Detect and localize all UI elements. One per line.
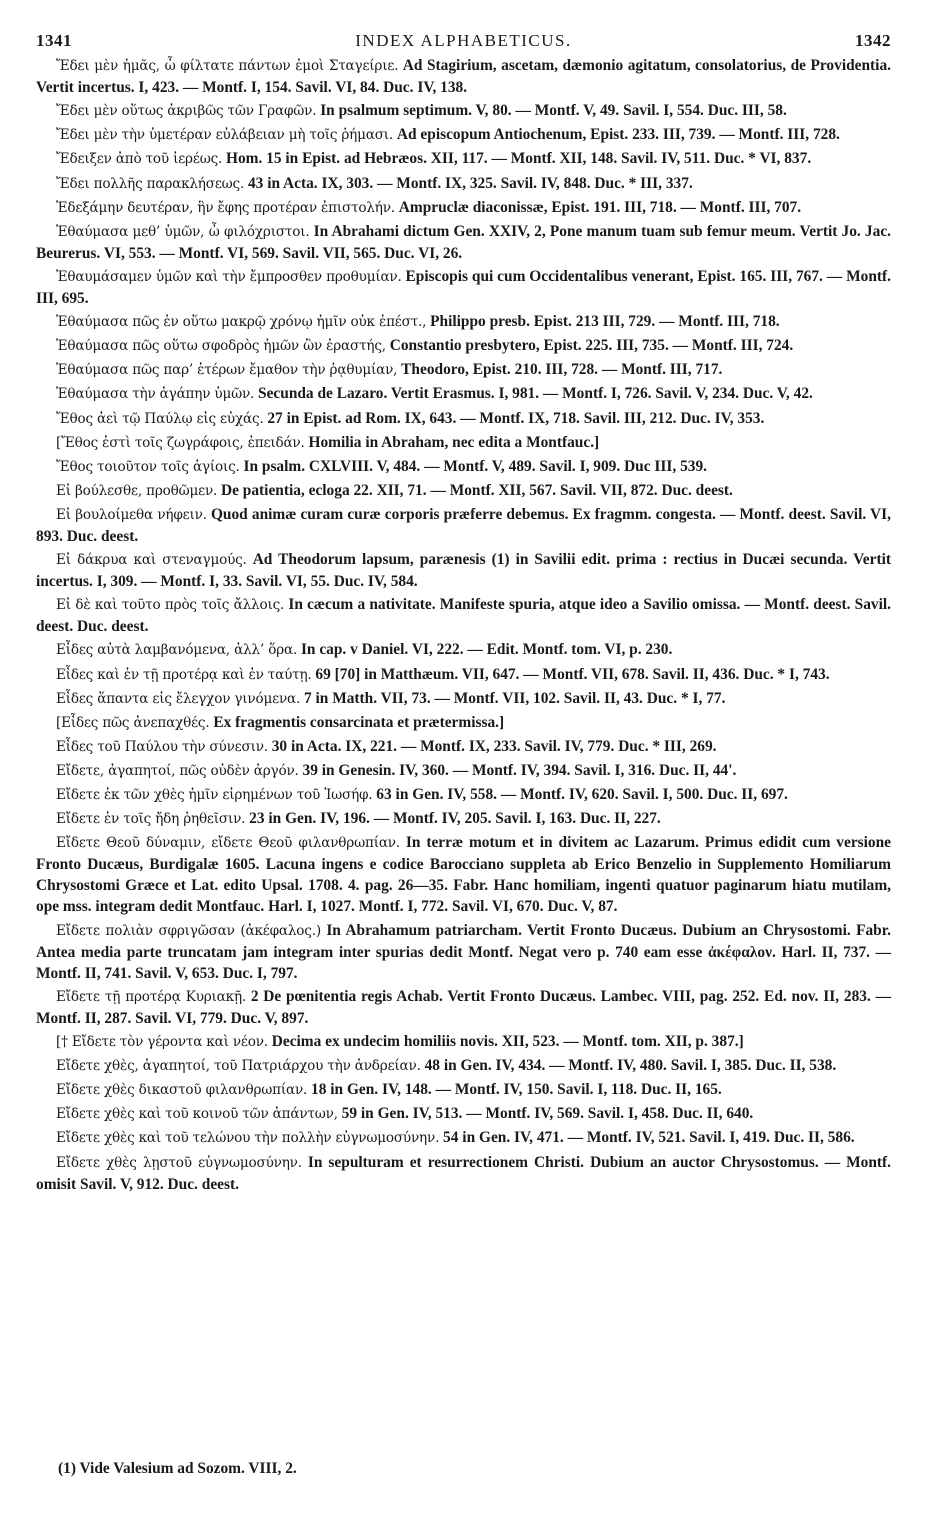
entry-incipit: Ἐδεξάμην δευτέραν, ἣν ἔφης προτέραν ἐπιστολήν. — [56, 199, 395, 216]
entry-incipit: Εἰ βούλεσθε, προθῶμεν. — [56, 482, 218, 499]
index-entry — [36, 197, 891, 219]
index-entry — [36, 504, 891, 547]
entry-incipit: Εἴδετε τῇ προτέρᾳ Κυριακῇ. — [56, 988, 247, 1005]
index-entry — [36, 639, 891, 661]
index-entry — [36, 986, 891, 1029]
index-entry — [36, 1079, 891, 1101]
entry-description: 43 in Acta. IX, 303. — Montf. IX, 325. Savil. IV, 848. Duc. * III, 337. — [244, 174, 693, 192]
entry-incipit: [Εἶδες πῶς ἀνεπαχθές. — [56, 714, 210, 731]
entry-description: Philippo presb. Epist. 213 III, 729. — Montf. III, 718. — [426, 313, 780, 331]
index-entry — [36, 266, 891, 309]
index-entry — [36, 221, 891, 264]
entry-description: 48 in Gen. IV, 434. — Montf. IV, 480. Savil. I, 385. Duc. II, 538. — [420, 1057, 837, 1075]
index-entries — [36, 55, 891, 1195]
entry-incipit: Ἐθαυμάσαμεν ὑμῶν καὶ τὴν ἔμπροσθεν προθυμίαν. — [56, 268, 402, 285]
entry-description: Homilia in Abraham, nec edita a Montfauc.] — [304, 433, 600, 451]
index-entry — [36, 335, 891, 357]
entry-description: In cæcum a nativitate. Manifeste spuria, atque ideo a Savilio omissa. — Montf. deest. Savil. deest. Duc. deest. — [36, 596, 891, 636]
entry-incipit: Εἴδετε χθὲς καὶ τοῦ κοινοῦ τῶν ἁπάντων, — [56, 1106, 338, 1123]
entry-description: 39 in Genesin. IV, 360. — Montf. IV, 394. Savil. I, 316. Duc. II, 44'. — [298, 761, 737, 779]
entry-description: In psalm. CXLVIII. V, 484. — Montf. V, 489. Savil. I, 909. Duc III, 539. — [239, 457, 708, 475]
index-entry — [36, 311, 891, 333]
index-entry — [36, 1127, 891, 1149]
entry-description: Episcopis qui cum Occidentalibus venerant, Epist. 165. III, 767. — Montf. III, 695. — [36, 267, 891, 308]
entry-description: In psalmum septimum. V, 80. — Montf. V, 49. Savil. I, 554. Duc. III, 58. — [316, 102, 787, 120]
entry-incipit: Ἐθαύμασα μεθ’ ὑμῶν, ὦ φιλόχριστοι. — [56, 223, 310, 240]
entry-incipit: Ἐθαύμασα πῶς παρ’ ἑτέρων ἔμαθον τὴν ῥᾳθυμίαν, — [56, 362, 398, 379]
entry-description: In Abrahami dictum Gen. XXIV, 2, Pone manum tuam sub femur meum. Vertit Jo. Jac. Beurerus. VI, 553. — Montf. VI, 569. Savil. VII, 565. Duc. VI, 26. — [36, 222, 891, 262]
entry-description: Quod animæ curam curæ corporis præferre debemus. Ex fragmm. congesta. — Montf. deest. Savil. VI, 893. Duc. deest. — [36, 505, 892, 545]
entry-incipit: Ἔδει μὲν οὕτως ἀκριβῶς τῶν Γραφῶν. — [56, 103, 317, 120]
entry-description: 54 in Gen. IV, 471. — Montf. IV, 521. Savil. I, 419. Duc. II, 586. — [439, 1129, 855, 1147]
index-entry — [36, 736, 891, 758]
entry-description: 23 in Gen. IV, 196. — Montf. IV, 205. Savil. I, 163. Duc. II, 227. — [245, 810, 661, 828]
entry-incipit: Ἔδει πολλῆς παρακλήσεως. — [56, 175, 245, 192]
index-entry — [36, 760, 891, 782]
index-entry — [36, 1055, 891, 1077]
entry-description: 30 in Acta. IX, 221. — Montf. IX, 233. Savil. IV, 779. Duc. * III, 269. — [267, 737, 717, 755]
entry-incipit: Εἶδες αὐτὰ λαμβανόμενα, ἀλλ’ ὅρα. — [56, 642, 298, 659]
entry-description: 63 in Gen. IV, 558. — Montf. IV, 620. Savil. I, 500. Duc. II, 697. — [372, 786, 788, 803]
entry-incipit: Εἴδετε ἐν τοῖς ἤδη ῥηθεῖσιν. — [56, 811, 246, 828]
entry-incipit: [Ἔθος ἐστὶ τοῖς ζωγράφοις, ἐπειδάν. — [56, 434, 305, 451]
entry-incipit: Εἶδες ἅπαντα εἰς ἔλεγχον γινόμενα. — [56, 690, 301, 707]
entry-incipit: Εἴδετε χθὲς, ἀγαπητοί, τοῦ Πατριάρχου τὴν ἀνδρείαν. — [56, 1058, 421, 1075]
entry-incipit: Ἔθος ἀεὶ τῷ Παύλῳ εἰς εὐχάς. — [56, 410, 264, 427]
entry-description: 59 in Gen. IV, 513. — Montf. IV, 569. Savil. I, 458. Duc. II, 640. — [337, 1105, 754, 1123]
right-page-number: 1342 — [854, 31, 891, 50]
entry-incipit: Εἴδετε, ἀγαπητοί, πῶς οὐδὲν ἀργόν. — [56, 762, 299, 779]
entry-incipit: [† Εἴδετε τὸν γέροντα καὶ νέον. — [56, 1034, 268, 1051]
entry-incipit: Εἰ δὲ καὶ τοῦτο πρὸς τοῖς ἄλλοις. — [56, 597, 285, 614]
entry-incipit: Εἴδετε χθὲς δικαστοῦ φιλανθρωπίαν. — [56, 1082, 308, 1099]
entry-description: Ex fragmentis consarcinata et prætermissa.] — [209, 713, 505, 731]
entry-description: 18 in Gen. IV, 148. — Montf. IV, 150. Savil. I, 118. Duc. II, 165. — [307, 1081, 722, 1099]
index-entry — [36, 808, 891, 830]
entry-incipit: Ἔθος τοιοῦτον τοῖς ἁγίοις. — [56, 458, 240, 475]
entry-incipit: Εἴδετε ἐκ τῶν χθὲς ἡμῖν εἰρημένων τοῦ Ἰωσήφ. — [56, 787, 373, 803]
index-entry — [36, 124, 891, 146]
index-entry — [36, 55, 891, 98]
entry-description: In cap. v Daniel. VI, 222. — Edit. Montf. tom. VI, p. 230. — [297, 641, 673, 659]
index-entry — [36, 1152, 891, 1195]
entry-description: Ad episcopum Antiochenum, Epist. 233. III, 739. — Montf. III, 728. — [393, 126, 840, 144]
entry-incipit: Ἔδειξεν ἀπὸ τοῦ ἱερέως. — [56, 151, 223, 168]
index-entry — [36, 383, 891, 405]
page-header — [36, 30, 891, 51]
index-entry — [36, 688, 891, 710]
page-title: INDEX ALPHABETICUS. — [355, 31, 572, 50]
entry-incipit: Εἰ βουλοίμεθα νήφειν. — [56, 506, 207, 523]
index-entry — [36, 664, 891, 686]
entry-description: Ampruclæ diaconissæ, Epist. 191. III, 718. — Montf. III, 707. — [394, 198, 802, 216]
entry-description: Theodoro, Epist. 210. III, 728. — Montf. III, 717. — [397, 361, 723, 379]
entry-incipit: Εἴδετε χθὲς καὶ τοῦ τελώνου τὴν πολλὴν εὐγνωμοσύνην. — [56, 1130, 440, 1147]
entry-incipit: Ἐθαύμασα πῶς οὕτω σφοδρὸς ἡμῶν ὢν ἐραστής, — [56, 338, 386, 355]
entry-description: De patientia, ecloga 22. XII, 71. — Montf. XII, 567. Savil. VII, 872. Duc. deest. — [217, 481, 733, 499]
entry-description: 69 [70] in Matthæum. VII, 647. — Montf. VII, 678. Savil. II, 436. Duc. * I, 743. — [311, 665, 830, 683]
entry-incipit: Εἴδετε χθὲς λῃστοῦ εὐγνωμοσύνην. — [56, 1154, 302, 1171]
index-entry — [36, 920, 891, 984]
entry-description: Hom. 15 in Epist. ad Hebræos. XII, 117. — Montf. XII, 148. Savil. IV, 511. Duc. * VI, 837. — [222, 150, 812, 168]
entry-incipit: Εἶδες καὶ ἐν τῇ προτέρᾳ καὶ ἐν ταύτῃ. — [56, 666, 312, 683]
index-entry — [36, 712, 891, 734]
index-entry — [36, 1031, 891, 1053]
entry-description: 27 in Epist. ad Rom. IX, 643. — Montf. IX, 718. Savil. III, 212. Duc. IV, 353. — [263, 409, 765, 427]
index-entry — [36, 832, 891, 917]
entry-incipit: Εἴδετε Θεοῦ δύναμιν, εἴδετε Θεοῦ φιλανθρωπίαν. — [56, 835, 400, 852]
entry-incipit: Εἰ δάκρυα καὶ στεναγμούς. — [56, 552, 247, 569]
index-entry — [36, 456, 891, 478]
entry-description: Decima ex undecim homiliis novis. XII, 523. — Montf. tom. XII, p. 387.] — [267, 1033, 744, 1051]
index-entry — [36, 549, 891, 592]
index-entry — [36, 359, 891, 381]
entry-incipit: Εἴδετε πολιὰν σφριγῶσαν (ἀκέφαλος.) — [56, 922, 321, 939]
entry-description: Constantio presbytero, Epist. 225. III, 735. — Montf. III, 724. — [385, 337, 794, 355]
entry-description: Ad Stagirium, ascetam, dæmonio agitatum, consolatorius, de Providentia. Vertit incertus. I, 423. — Montf. I, 154. Savil. VI, 84. Duc. IV, 138. — [36, 57, 891, 97]
entry-description: In terræ motum et in divitem ac Lazarum. Primus edidit cum versione Fronto Ducæus, Burdigalæ 1605. Lacuna ingens e codice Barocciano suppleta ab Erico Benzelio in Supplemento Homiliarum Chrysostomi Græce et Lat. edito Upsal. 1708. 4. pag. 26—35. Fabr. Hanc homiliam, ingenti quatuor paginarum hiatu mutilam, ope mss. integram dedit Montfauc. Harl. I, 1027. Montf. I, 772. Savil. VI, 670. Duc. V, 87. — [36, 834, 891, 916]
left-page-number: 1341 — [36, 31, 72, 50]
index-entry — [36, 148, 891, 170]
entry-incipit: Ἐθαύμασα τὴν ἀγάπην ὑμῶν. — [56, 386, 255, 403]
index-entry — [36, 408, 891, 430]
entry-description: In sepulturam et resurrectionem Christi. Dubium an auctor Chrysostomus. — Montf. omisit Savil. V, 912. Duc. deest. — [36, 1153, 891, 1193]
entry-incipit: Ἔδει μὲν ἡμᾶς, ὦ φίλτατε πάντων ἐμοὶ Σταγείριε. — [56, 58, 399, 75]
entry-incipit: Ἐθαύμασα πῶς ἐν οὕτω μακρῷ χρόνῳ ἡμῖν οὐκ ἐπέστ., — [56, 314, 427, 331]
index-entry — [36, 173, 891, 195]
entry-description: Ad Theodorum lapsum, parænesis (1) in Savilii edit. prima : rectius in Ducæi secunda. Vertit incertus. I, 309. — Montf. I, 33. Savil. VI, 55. Duc. IV, 584. — [36, 551, 891, 591]
entry-incipit: Ἔδει μὲν τὴν ὑμετέραν εὐλάβειαν μὴ τοῖς ῥήμασι. — [56, 127, 394, 144]
index-entry — [36, 100, 891, 122]
index-entry — [36, 784, 891, 806]
entry-description: Secunda de Lazaro. Vertit Erasmus. I, 981. — Montf. I, 726. Savil. V, 234. Duc. V, 42. — [254, 385, 813, 403]
index-entry — [36, 432, 891, 454]
index-entry — [36, 480, 891, 502]
footnote: (1) Vide Valesium ad Sozom. VIII, 2. — [58, 1460, 297, 1477]
index-entry — [36, 1103, 891, 1125]
entry-incipit: Εἶδες τοῦ Παύλου τὴν σύνεσιν. — [56, 738, 268, 755]
entry-description: 7 in Matth. VII, 73. — Montf. VII, 102. Savil. II, 43. Duc. * I, 77. — [300, 689, 726, 707]
index-entry — [36, 594, 891, 637]
entry-description: In Abrahamum patriarcham. Vertit Fronto Ducæus. Dubium an Chrysostomi. Fabr. Antea media parte truncatam jam integram inter spurias dedit Montf. Negat vero p. 740 eam esse ἀκέφαλον. Harl. II, 737. — Montf. II, 741. Savil. V, 653. Duc. I, 797. — [36, 921, 891, 982]
entry-description: 2 De pœnitentia regis Achab. Vertit Fronto Ducæus. Lambec. VIII, pag. 252. Ed. nov. II, 283. — Montf. II, 287. Savil. VI, 779. Duc. V, 897. — [36, 987, 891, 1027]
